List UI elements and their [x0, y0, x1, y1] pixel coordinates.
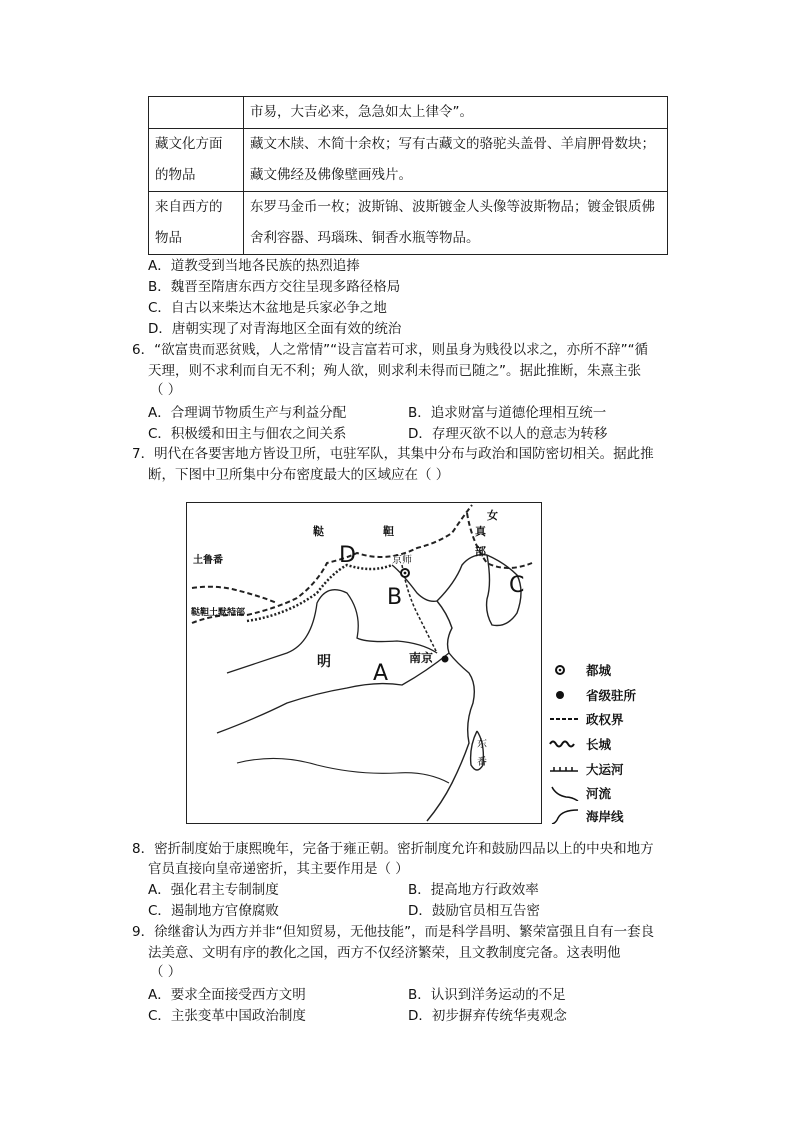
- q5-option-c[interactable]: C．自古以来柴达木盆地是兵家必争之地: [148, 300, 387, 316]
- q6-stem-line: 6．“欲富贵而恶贫贱，人之常情”“设言富若可求，则虽身为贱役以求之，亦所不辞”“循: [132, 342, 649, 358]
- q9-stem-line: 9．徐继畬认为西方并非“但知贸易，无他技能”，而是科学昌明、繁荣富强且自有一套良: [132, 924, 655, 940]
- dashed-line-icon: [548, 711, 582, 727]
- label-ming: 明: [317, 654, 331, 670]
- q9-option-d[interactable]: D．初步摒弃传统华夷观念: [408, 1008, 567, 1024]
- table-row: [149, 97, 668, 129]
- q6-stem-line: 天理，则不求利而自无不利；殉人欲，则求利未得而已随之”。据此推断，朱熹主张: [148, 363, 641, 379]
- q8-stem-line: 官员直接向皇帝递密折，其主要作用是（ ）: [148, 861, 409, 877]
- label-fan: 番: [477, 757, 487, 768]
- q5-option-a[interactable]: A．道教受到当地各民族的热烈追捧: [148, 258, 360, 274]
- table-row: [149, 192, 668, 255]
- label-b: B: [387, 585, 403, 610]
- q5-option-b[interactable]: B．魏晋至隋唐东西方交往呈现多路径格局: [148, 279, 401, 295]
- ming-map: [186, 502, 542, 824]
- river-icon: [548, 785, 582, 801]
- q6-option-a[interactable]: A．合理调节物质生产与利益分配: [148, 405, 347, 421]
- map-drawing: [187, 503, 541, 823]
- label-d: D: [339, 543, 356, 568]
- label-dong: 东: [477, 739, 487, 750]
- q8-option-c[interactable]: C．遏制地方官僚腐败: [148, 903, 279, 919]
- label-tata-1: 鞑: [313, 525, 324, 538]
- q9-option-a[interactable]: A．要求全面接受西方文明: [148, 987, 306, 1003]
- q9-option-b[interactable]: B．认识到洋务运动的不足: [408, 987, 566, 1003]
- q9-answer-blank: （ ）: [150, 964, 182, 980]
- label-tata-2: 靼: [383, 525, 394, 538]
- q8-option-a[interactable]: A．强化君主专制制度: [148, 882, 279, 898]
- q8-stem-line: 8．密折制度始于康熙晚年，完备于雍正朝。密折制度允许和鼓励四品以上的中央和地方: [132, 841, 654, 857]
- q6-answer-blank: （ ）: [150, 382, 182, 398]
- q9-stem-line: 法美意、文明有序的教化之国，西方不仅经济繁荣，且文教制度完备。这表明他: [148, 945, 621, 961]
- table-cell: 东罗马金币一枚；波斯锦、波斯镀金人头像等波斯物品；镀金银质佛 舍利容器、玛瑙珠、铜香水瓶等物品。: [244, 192, 668, 255]
- q8-option-b[interactable]: B．提高地方行政效率: [408, 882, 539, 898]
- wall-icon: [548, 736, 582, 752]
- q6-option-c[interactable]: C．积极缓和田主与佃农之间关系: [148, 426, 347, 442]
- label-tumote: 鞑靼土默特部: [191, 608, 246, 618]
- label-jingshi: 京师: [392, 555, 412, 566]
- q6-option-b[interactable]: B．追求财富与道德伦理相互统一: [408, 405, 607, 421]
- table-head-cell: 藏文化方面 的物品: [149, 129, 244, 192]
- label-c: C: [509, 573, 525, 598]
- label-bu: 部: [475, 545, 486, 558]
- label-a: A: [373, 661, 389, 686]
- label-nv: 女: [487, 509, 498, 522]
- coast-icon: [548, 808, 582, 824]
- q8-option-d[interactable]: D．鼓励官员相互告密: [408, 903, 540, 919]
- q6-option-d[interactable]: D．存理灭欲不以人的意志为转移: [408, 426, 608, 442]
- label-zhen: 真: [475, 525, 486, 538]
- table-cell: 藏文木牍、木简十余枚；写有古藏文的骆驼头盖骨、羊肩胛骨数块； 藏文佛经及佛像壁画残片。: [244, 129, 668, 192]
- table-head-cell: 来自西方的 物品: [149, 192, 244, 255]
- capital-icon: [548, 662, 578, 678]
- label-tulufan: 土鲁番: [193, 555, 223, 566]
- q9-option-c[interactable]: C．主张变革中国政治制度: [148, 1008, 306, 1024]
- q7-stem-line: 7．明代在各要害地方皆设卫所，屯驻军队，其集中分布与政治和国防密切相关。据此推: [132, 446, 654, 462]
- dot-icon: [548, 687, 578, 703]
- artifact-table: [148, 96, 668, 255]
- label-nanjing: 南京: [409, 651, 434, 665]
- table-cell: 市易，大吉必来，急急如太上律令”。: [244, 97, 668, 129]
- q5-option-d[interactable]: D．唐朝实现了对青海地区全面有效的统治: [148, 321, 402, 337]
- table-head-cell: [149, 97, 244, 129]
- table-row: [149, 129, 668, 192]
- q7-stem-line: 断，下图中卫所集中分布密度最大的区域应在（ ）: [148, 467, 450, 483]
- canal-icon: [548, 761, 582, 777]
